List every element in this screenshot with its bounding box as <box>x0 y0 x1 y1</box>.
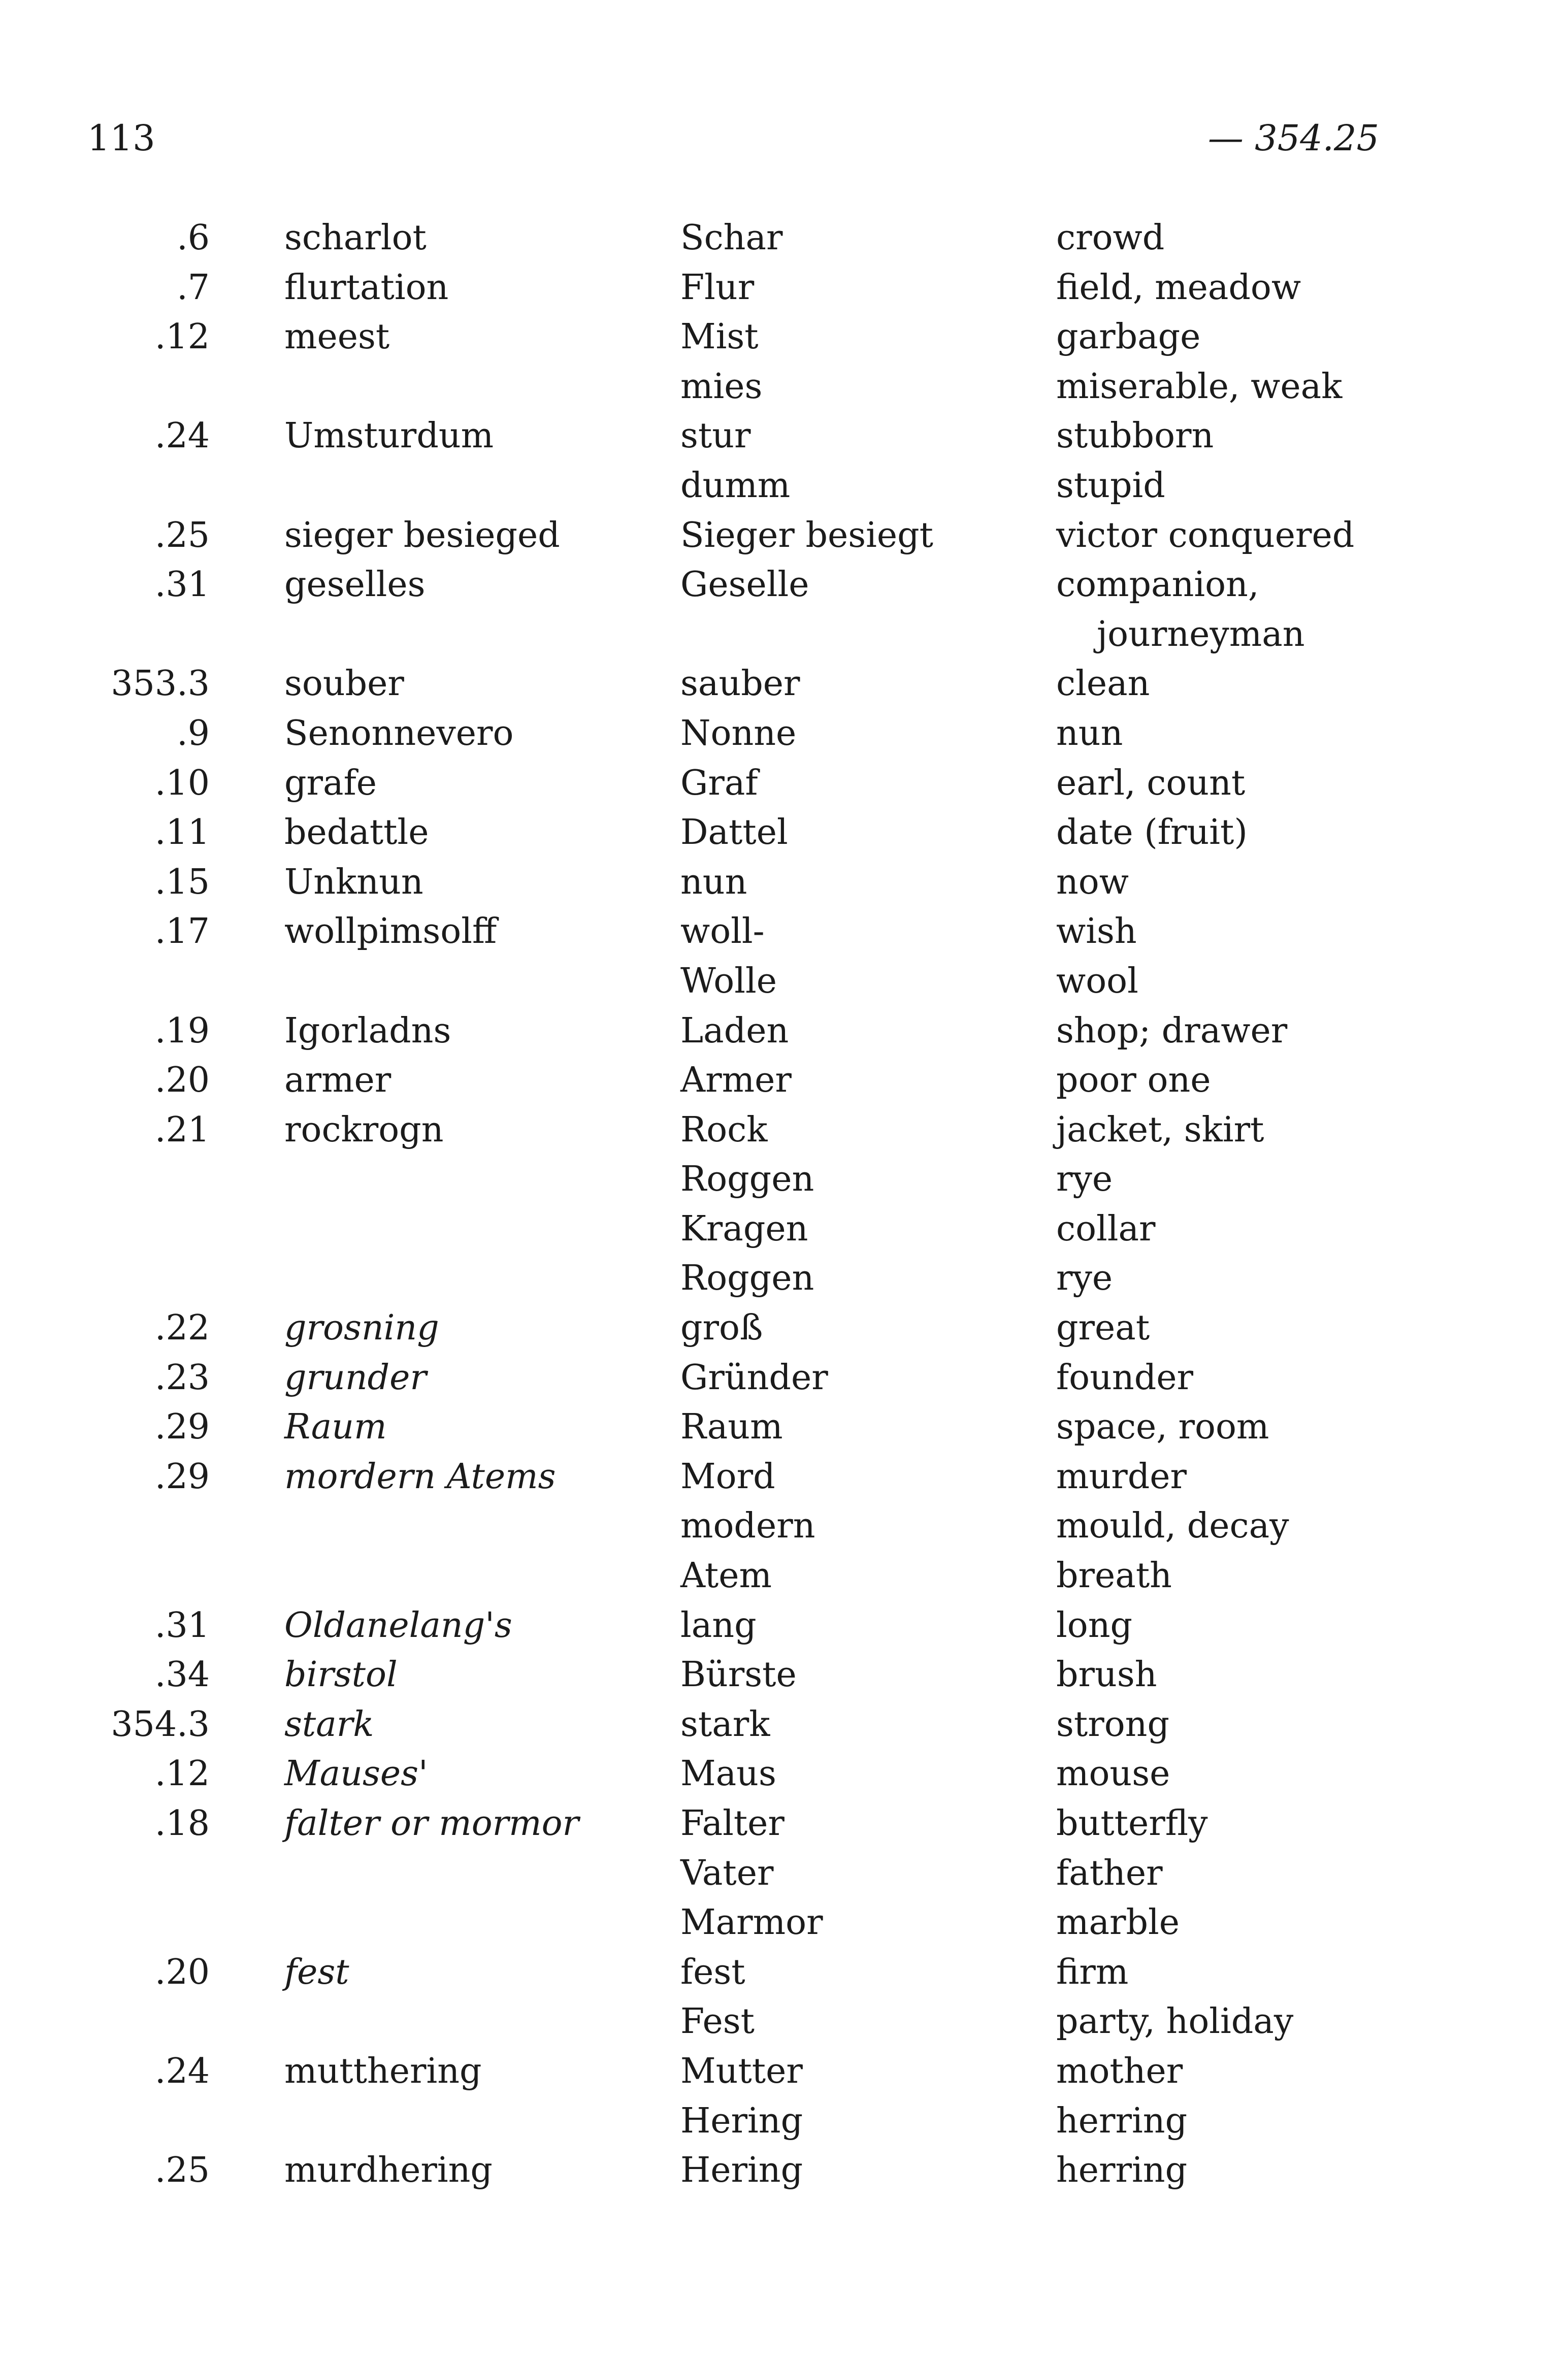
glossary-row <box>0 1948 1568 1997</box>
english-gloss-text: great <box>1056 1308 1150 1349</box>
english-gloss-text: now <box>1056 862 1129 902</box>
line-reference: .17 <box>154 911 210 952</box>
glossary-row <box>0 858 1568 907</box>
english-gloss-text: miserable, weak <box>1056 366 1343 407</box>
english-gloss <box>1056 659 1150 709</box>
running-reference: — 354.25 <box>1207 117 1379 159</box>
english-gloss <box>1056 1452 1187 1502</box>
german-word: groß <box>680 1308 763 1349</box>
wake-word: flurtation <box>284 267 449 308</box>
glossary-row <box>0 560 1568 659</box>
english-gloss <box>1056 1006 1287 1056</box>
english-gloss <box>1056 1056 1211 1105</box>
german-word: Gründer <box>680 1357 828 1398</box>
wake-word: falter or mormor <box>284 1803 579 1844</box>
wake-word: Oldanelang's <box>284 1605 512 1646</box>
wake-word: rockrogn <box>284 1109 444 1150</box>
english-gloss <box>1056 1948 1128 1997</box>
english-gloss <box>1056 1849 1163 1898</box>
glossary-row <box>0 1799 1568 1849</box>
german-word: Sieger besiegt <box>680 515 933 555</box>
english-gloss-text: mould, decay <box>1056 1506 1289 1547</box>
glossary-row <box>0 2047 1568 2096</box>
line-reference: .11 <box>154 812 210 853</box>
glossary-row <box>0 1452 1568 1502</box>
english-gloss <box>1056 1303 1150 1353</box>
english-gloss-text: herring <box>1056 2150 1188 2191</box>
english-gloss <box>1056 1204 1156 1254</box>
wake-word: Unknun <box>284 862 423 902</box>
german-word: mies <box>680 366 763 407</box>
english-gloss <box>1056 759 1245 808</box>
line-reference: .20 <box>154 1060 210 1101</box>
glossary-row <box>0 1749 1568 1799</box>
german-word: Wolle <box>680 961 777 1001</box>
wake-word: geselles <box>284 565 426 605</box>
english-gloss <box>1056 1254 1113 1303</box>
glossary-row <box>0 1155 1568 1204</box>
english-gloss <box>1056 213 1164 263</box>
english-gloss <box>1056 2146 1187 2195</box>
english-gloss-text: shop; drawer <box>1056 1010 1288 1051</box>
german-word: stark <box>680 1704 770 1745</box>
glossary-row <box>0 1700 1568 1750</box>
line-reference: .18 <box>154 1803 210 1844</box>
glossary-row <box>0 362 1568 412</box>
german-word: Vater <box>680 1853 774 1893</box>
english-gloss-text: father <box>1056 1853 1163 1893</box>
wake-word: Umsturdum <box>284 416 494 456</box>
page-header <box>87 113 1379 163</box>
english-gloss-text: companion, <box>1056 565 1259 605</box>
wake-word: mordern Atems <box>284 1456 556 1497</box>
wake-word: mutthering <box>284 2051 482 2091</box>
english-gloss <box>1056 858 1129 907</box>
line-reference: .31 <box>154 565 210 605</box>
english-gloss-text: clean <box>1056 664 1150 704</box>
english-gloss <box>1056 560 1305 659</box>
glossary-row <box>0 1402 1568 1452</box>
english-gloss-text: long <box>1056 1605 1133 1646</box>
german-word: Rock <box>680 1109 768 1150</box>
german-word: Maus <box>680 1754 776 1794</box>
line-reference: .21 <box>154 1109 210 1150</box>
german-word: Hering <box>680 2150 803 2191</box>
english-gloss-text: strong <box>1056 1704 1169 1745</box>
line-reference: .31 <box>154 1605 210 1646</box>
wake-word: grosning <box>284 1308 439 1349</box>
english-gloss-text: butterfly <box>1056 1803 1208 1844</box>
german-word: Geselle <box>680 565 809 605</box>
english-gloss-text: wool <box>1056 961 1138 1001</box>
german-word: Laden <box>680 1010 789 1051</box>
english-gloss <box>1056 362 1342 412</box>
english-gloss-text: poor one <box>1056 1060 1211 1101</box>
wake-word: Raum <box>284 1407 387 1448</box>
german-word: Roggen <box>680 1258 814 1299</box>
line-reference: 354.3 <box>111 1704 210 1745</box>
english-gloss <box>1056 312 1200 362</box>
english-gloss-text: earl, count <box>1056 763 1246 803</box>
glossary-row <box>0 1898 1568 1948</box>
glossary-row <box>0 511 1568 561</box>
english-gloss <box>1056 709 1123 759</box>
line-reference: .29 <box>154 1407 210 1448</box>
german-word: dumm <box>680 465 791 506</box>
german-word: Schar <box>680 218 783 258</box>
glossary-row <box>0 1056 1568 1105</box>
glossary-row <box>0 1601 1568 1651</box>
english-gloss-text: murder <box>1056 1456 1187 1497</box>
glossary-row <box>0 2146 1568 2195</box>
german-word: Falter <box>680 1803 785 1844</box>
glossary-row <box>0 1353 1568 1403</box>
german-word: lang <box>680 1605 757 1646</box>
line-reference: .20 <box>154 1952 210 1992</box>
line-reference: .19 <box>154 1010 210 1051</box>
english-gloss <box>1056 907 1137 957</box>
line-reference: .15 <box>154 862 210 902</box>
line-reference: .7 <box>177 267 210 308</box>
german-word: Armer <box>680 1060 792 1101</box>
wake-word: Senonnevero <box>284 713 514 753</box>
line-reference: .12 <box>154 317 210 357</box>
glossary-row <box>0 907 1568 957</box>
english-gloss-text: founder <box>1056 1357 1193 1398</box>
wake-word: sieger besieged <box>284 515 560 555</box>
german-word: Marmor <box>680 1902 823 1943</box>
english-gloss <box>1056 1799 1208 1849</box>
english-gloss-text: firm <box>1056 1952 1129 1992</box>
glossary-row <box>0 1650 1568 1700</box>
english-gloss <box>1056 1898 1180 1948</box>
german-word: Flur <box>680 267 755 308</box>
glossary-row <box>0 808 1568 858</box>
english-gloss <box>1056 957 1138 1006</box>
english-gloss-text: party, holiday <box>1056 2001 1294 2042</box>
german-word: fest <box>680 1952 745 1992</box>
german-word: Mord <box>680 1456 775 1497</box>
german-word: Nonne <box>680 713 797 753</box>
german-word: Raum <box>680 1407 783 1448</box>
english-gloss-text: jacket, skirt <box>1056 1109 1264 1150</box>
wake-word: meest <box>284 317 390 357</box>
german-word: Graf <box>680 763 758 803</box>
english-gloss <box>1056 1353 1193 1403</box>
english-gloss-continuation: journeyman <box>1097 614 1305 654</box>
english-gloss <box>1056 1501 1289 1551</box>
glossary-row <box>0 659 1568 709</box>
english-gloss <box>1056 1105 1264 1155</box>
german-word: Dattel <box>680 812 788 853</box>
english-gloss-text: collar <box>1056 1208 1156 1249</box>
glossary-row <box>0 411 1568 461</box>
line-reference: .23 <box>154 1357 210 1398</box>
glossary-row <box>0 1006 1568 1056</box>
english-gloss <box>1056 1601 1132 1651</box>
english-gloss <box>1056 461 1165 511</box>
wake-word: Mauses' <box>284 1754 428 1794</box>
wake-word: birstol <box>284 1655 398 1695</box>
english-gloss-text: herring <box>1056 2100 1188 2141</box>
english-gloss-text: victor conquered <box>1056 515 1355 555</box>
english-gloss-text: marble <box>1056 1902 1180 1943</box>
line-reference: .24 <box>154 416 210 456</box>
english-gloss-text: rye <box>1056 1159 1113 1200</box>
english-gloss <box>1056 1551 1172 1601</box>
english-gloss-text: date (fruit) <box>1056 812 1248 853</box>
glossary-row <box>0 1303 1568 1353</box>
glossary-row <box>0 312 1568 362</box>
german-word: Mutter <box>680 2051 803 2091</box>
english-gloss-text: stubborn <box>1056 416 1214 456</box>
english-gloss-text: space, room <box>1056 1407 1269 1448</box>
english-gloss-text: wish <box>1056 911 1137 952</box>
wake-word: bedattle <box>284 812 429 853</box>
glossary-row <box>0 759 1568 808</box>
english-gloss-text: stupid <box>1056 465 1165 506</box>
wake-word: murdhering <box>284 2150 493 2191</box>
german-word: Fest <box>680 2001 755 2042</box>
english-gloss <box>1056 808 1248 858</box>
wake-word: wollpimsolff <box>284 911 497 952</box>
german-word: modern <box>680 1506 815 1547</box>
line-reference: .6 <box>177 218 210 258</box>
wake-word: Igorladns <box>284 1010 451 1051</box>
english-gloss-text: garbage <box>1056 317 1201 357</box>
wake-word: scharlot <box>284 218 427 258</box>
glossary-row <box>0 461 1568 511</box>
english-gloss-text: breath <box>1056 1556 1172 1596</box>
english-gloss <box>1056 1700 1169 1750</box>
wake-word: stark <box>284 1704 374 1745</box>
english-gloss <box>1056 2047 1183 2096</box>
german-word: Mist <box>680 317 759 357</box>
english-gloss-text: mother <box>1056 2051 1183 2091</box>
english-gloss-text: brush <box>1056 1655 1157 1695</box>
german-word: stur <box>680 416 751 456</box>
line-reference: .12 <box>154 1754 210 1794</box>
german-word: Roggen <box>680 1159 814 1200</box>
glossary-row <box>0 709 1568 759</box>
german-word: nun <box>680 862 747 902</box>
line-reference: .9 <box>177 713 210 753</box>
glossary-row <box>0 1204 1568 1254</box>
line-reference: .29 <box>154 1456 210 1497</box>
glossary-table <box>0 213 1568 2195</box>
german-word: Hering <box>680 2100 803 2141</box>
line-reference: .10 <box>154 763 210 803</box>
glossary-row <box>0 1997 1568 2047</box>
english-gloss-text: field, meadow <box>1056 267 1301 308</box>
wake-word: fest <box>284 1952 349 1992</box>
glossary-row <box>0 213 1568 263</box>
glossary-row <box>0 1105 1568 1155</box>
english-gloss <box>1056 1155 1113 1204</box>
line-reference: 353.3 <box>111 664 210 704</box>
line-reference: .34 <box>154 1655 210 1695</box>
glossary-row <box>0 1501 1568 1551</box>
glossary-row <box>0 1551 1568 1601</box>
line-reference: .24 <box>154 2051 210 2091</box>
english-gloss <box>1056 263 1301 313</box>
english-gloss <box>1056 1997 1293 2047</box>
wake-word: grunder <box>284 1357 427 1398</box>
wake-word: grafe <box>284 763 377 803</box>
page-number: 113 <box>87 117 155 159</box>
wake-word: souber <box>284 664 404 704</box>
english-gloss <box>1056 1650 1157 1700</box>
english-gloss <box>1056 411 1214 461</box>
german-word: Kragen <box>680 1208 808 1249</box>
english-gloss <box>1056 1402 1269 1452</box>
english-gloss-text: mouse <box>1056 1754 1170 1794</box>
glossary-row <box>0 2096 1568 2146</box>
german-word: woll- <box>680 911 765 952</box>
english-gloss-text: nun <box>1056 713 1123 753</box>
wake-word: armer <box>284 1060 391 1101</box>
english-gloss <box>1056 2096 1187 2146</box>
glossary-row <box>0 1254 1568 1303</box>
english-gloss <box>1056 511 1354 561</box>
glossary-row <box>0 957 1568 1006</box>
line-reference: .25 <box>154 2150 210 2191</box>
english-gloss <box>1056 1749 1170 1799</box>
glossary-row <box>0 1849 1568 1898</box>
glossary-row <box>0 263 1568 313</box>
german-word: sauber <box>680 664 800 704</box>
german-word: Atem <box>680 1556 772 1596</box>
english-gloss-text: crowd <box>1056 218 1165 258</box>
line-reference: .22 <box>154 1308 210 1349</box>
english-gloss-text: rye <box>1056 1258 1113 1299</box>
line-reference: .25 <box>154 515 210 555</box>
german-word: Bürste <box>680 1655 797 1695</box>
